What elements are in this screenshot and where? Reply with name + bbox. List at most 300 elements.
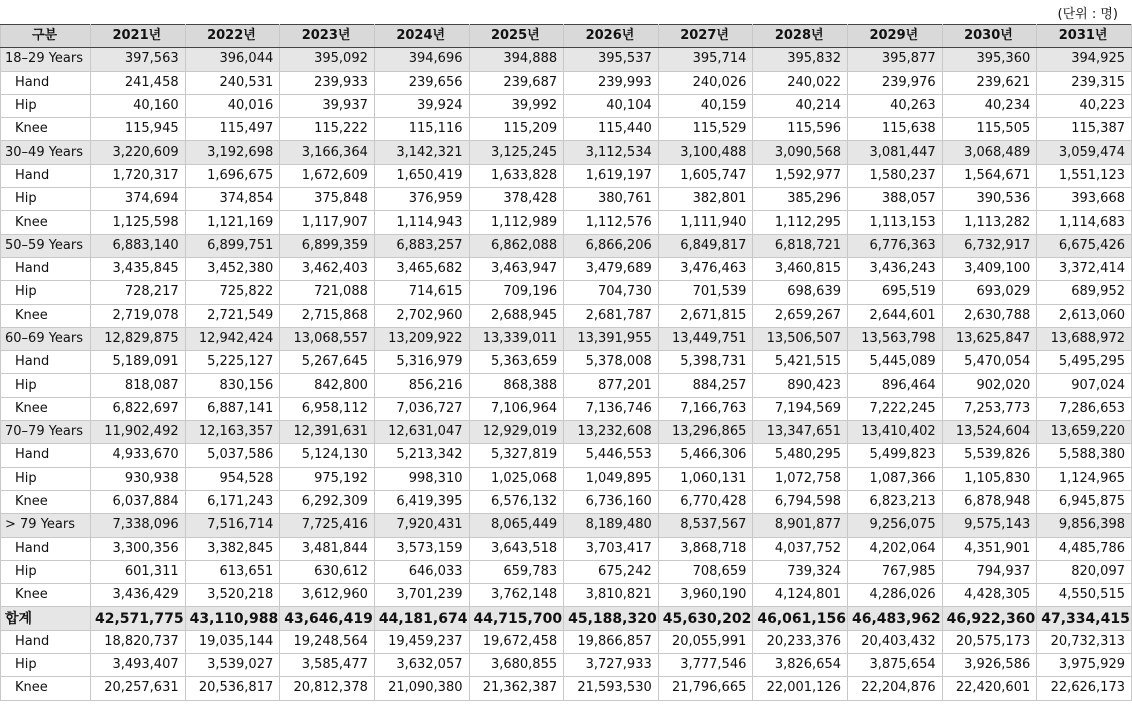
cell-value: 115,945 [91, 118, 186, 141]
cell-value: 2,702,960 [374, 304, 469, 327]
cell-value: 1,072,758 [753, 467, 848, 490]
cell-value: 40,263 [848, 94, 943, 117]
row-label: Hand [1, 71, 91, 94]
cell-value: 1,113,282 [942, 211, 1037, 234]
row-label: Hand [1, 444, 91, 467]
cell-value: 44,715,700 [469, 607, 564, 630]
cell-value: 40,234 [942, 94, 1037, 117]
cell-value: 7,253,773 [942, 397, 1037, 420]
cell-value: 8,065,449 [469, 514, 564, 537]
projection-table [0, 24, 1132, 701]
cell-value: 1,696,675 [185, 164, 280, 187]
cell-value: 374,854 [185, 188, 280, 211]
cell-value: 6,576,132 [469, 490, 564, 513]
cell-value: 1,049,895 [564, 467, 659, 490]
cell-value: 5,327,819 [469, 444, 564, 467]
row-label: Hip [1, 374, 91, 397]
cell-value: 5,588,380 [1037, 444, 1132, 467]
cell-value: 1,113,153 [848, 211, 943, 234]
cell-value: 1,672,609 [280, 164, 375, 187]
cell-value: 241,458 [91, 71, 186, 94]
cell-value: 5,499,823 [848, 444, 943, 467]
table-body [1, 48, 1132, 700]
cell-value: 1,551,123 [1037, 164, 1132, 187]
cell-value: 1,121,169 [185, 211, 280, 234]
cell-value: 115,440 [564, 118, 659, 141]
cell-value: 395,092 [280, 48, 375, 71]
row-label: Knee [1, 118, 91, 141]
cell-value: 5,421,515 [753, 351, 848, 374]
table-row [1, 188, 1132, 211]
row-label: Hip [1, 560, 91, 583]
cell-value: 388,057 [848, 188, 943, 211]
cell-value: 5,225,127 [185, 351, 280, 374]
cell-value: 19,035,144 [185, 630, 280, 653]
cell-value: 1,580,237 [848, 164, 943, 187]
cell-value: 1,112,295 [753, 211, 848, 234]
cell-value: 6,037,884 [91, 490, 186, 513]
cell-value: 3,826,654 [753, 654, 848, 677]
cell-value: 7,725,416 [280, 514, 375, 537]
cell-value: 3,081,447 [848, 141, 943, 164]
cell-value: 6,883,257 [374, 234, 469, 257]
table-row [1, 351, 1132, 374]
cell-value: 4,124,801 [753, 584, 848, 607]
cell-value: 2,719,078 [91, 304, 186, 327]
table-row [1, 118, 1132, 141]
cell-value: 1,114,943 [374, 211, 469, 234]
cell-value: 6,171,243 [185, 490, 280, 513]
cell-value: 13,659,220 [1037, 421, 1132, 444]
row-label: Knee [1, 397, 91, 420]
cell-value: 896,464 [848, 374, 943, 397]
cell-value: 1,111,940 [658, 211, 753, 234]
cell-value: 3,436,243 [848, 257, 943, 280]
cell-value: 5,539,826 [942, 444, 1037, 467]
table-row [1, 164, 1132, 187]
cell-value: 820,097 [1037, 560, 1132, 583]
cell-value: 19,459,237 [374, 630, 469, 653]
cell-value: 6,419,395 [374, 490, 469, 513]
cell-value: 767,985 [848, 560, 943, 583]
cell-value: 9,575,143 [942, 514, 1037, 537]
table-row [1, 304, 1132, 327]
cell-value: 3,068,489 [942, 141, 1037, 164]
cell-value: 46,483,962 [848, 607, 943, 630]
row-label: 70–79 Years [1, 421, 91, 444]
cell-value: 12,942,424 [185, 327, 280, 350]
cell-value: 4,428,305 [942, 584, 1037, 607]
cell-value: 698,639 [753, 281, 848, 304]
cell-value: 5,480,295 [753, 444, 848, 467]
table-row [1, 584, 1132, 607]
cell-value: 382,801 [658, 188, 753, 211]
cell-value: 380,761 [564, 188, 659, 211]
cell-value: 1,564,671 [942, 164, 1037, 187]
cell-value: 3,460,815 [753, 257, 848, 280]
cell-value: 1,112,576 [564, 211, 659, 234]
cell-value: 13,410,402 [848, 421, 943, 444]
group-row [1, 421, 1132, 444]
header-year: 2025년 [469, 25, 564, 48]
cell-value: 9,856,398 [1037, 514, 1132, 537]
row-label: Knee [1, 490, 91, 513]
row-label: Hip [1, 467, 91, 490]
cell-value: 6,736,160 [564, 490, 659, 513]
row-label: Hand [1, 257, 91, 280]
cell-value: 1,105,830 [942, 467, 1037, 490]
cell-value: 6,849,817 [658, 234, 753, 257]
cell-value: 13,232,608 [564, 421, 659, 444]
cell-value: 18,820,737 [91, 630, 186, 653]
cell-value: 701,539 [658, 281, 753, 304]
cell-value: 3,059,474 [1037, 141, 1132, 164]
cell-value: 1,124,965 [1037, 467, 1132, 490]
cell-value: 721,088 [280, 281, 375, 304]
cell-value: 2,644,601 [848, 304, 943, 327]
cell-value: 3,220,609 [91, 141, 186, 164]
row-label: 30–49 Years [1, 141, 91, 164]
cell-value: 115,116 [374, 118, 469, 141]
cell-value: 2,659,267 [753, 304, 848, 327]
header-year: 2024년 [374, 25, 469, 48]
cell-value: 21,593,530 [564, 677, 659, 700]
cell-value: 6,899,751 [185, 234, 280, 257]
table-row [1, 490, 1132, 513]
cell-value: 2,613,060 [1037, 304, 1132, 327]
cell-value: 240,531 [185, 71, 280, 94]
cell-value: 709,196 [469, 281, 564, 304]
cell-value: 930,938 [91, 467, 186, 490]
cell-value: 4,286,026 [848, 584, 943, 607]
cell-value: 5,446,553 [564, 444, 659, 467]
cell-value: 3,409,100 [942, 257, 1037, 280]
cell-value: 3,493,407 [91, 654, 186, 677]
cell-value: 394,925 [1037, 48, 1132, 71]
cell-value: 6,883,140 [91, 234, 186, 257]
row-label: 50–59 Years [1, 234, 91, 257]
header-year: 2022년 [185, 25, 280, 48]
cell-value: 3,100,488 [658, 141, 753, 164]
cell-value: 3,680,855 [469, 654, 564, 677]
cell-value: 7,194,569 [753, 397, 848, 420]
cell-value: 7,920,431 [374, 514, 469, 537]
cell-value: 3,777,546 [658, 654, 753, 677]
cell-value: 7,222,245 [848, 397, 943, 420]
cell-value: 19,866,857 [564, 630, 659, 653]
cell-value: 19,672,458 [469, 630, 564, 653]
row-label: 60–69 Years [1, 327, 91, 350]
cell-value: 613,651 [185, 560, 280, 583]
table-row [1, 257, 1132, 280]
header-year: 2026년 [564, 25, 659, 48]
cell-value: 115,529 [658, 118, 753, 141]
header-year: 2031년 [1037, 25, 1132, 48]
cell-value: 239,621 [942, 71, 1037, 94]
cell-value: 5,495,295 [1037, 351, 1132, 374]
cell-value: 3,142,321 [374, 141, 469, 164]
cell-value: 46,061,156 [753, 607, 848, 630]
cell-value: 20,257,631 [91, 677, 186, 700]
cell-value: 704,730 [564, 281, 659, 304]
table-row [1, 630, 1132, 653]
cell-value: 12,929,019 [469, 421, 564, 444]
cell-value: 385,296 [753, 188, 848, 211]
cell-value: 39,924 [374, 94, 469, 117]
cell-value: 11,902,492 [91, 421, 186, 444]
cell-value: 115,596 [753, 118, 848, 141]
cell-value: 115,497 [185, 118, 280, 141]
cell-value: 5,189,091 [91, 351, 186, 374]
cell-value: 376,959 [374, 188, 469, 211]
cell-value: 3,372,414 [1037, 257, 1132, 280]
cell-value: 13,688,972 [1037, 327, 1132, 350]
cell-value: 6,958,112 [280, 397, 375, 420]
total-row [1, 607, 1132, 630]
cell-value: 21,362,387 [469, 677, 564, 700]
cell-value: 708,659 [658, 560, 753, 583]
cell-value: 5,363,659 [469, 351, 564, 374]
cell-value: 7,286,653 [1037, 397, 1132, 420]
table-row [1, 444, 1132, 467]
cell-value: 630,612 [280, 560, 375, 583]
cell-value: 2,721,549 [185, 304, 280, 327]
cell-value: 1,114,683 [1037, 211, 1132, 234]
cell-value: 13,506,507 [753, 327, 848, 350]
cell-value: 115,638 [848, 118, 943, 141]
cell-value: 378,428 [469, 188, 564, 211]
cell-value: 12,829,875 [91, 327, 186, 350]
cell-value: 3,462,403 [280, 257, 375, 280]
cell-value: 21,796,665 [658, 677, 753, 700]
cell-value: 695,519 [848, 281, 943, 304]
cell-value: 47,334,415 [1037, 607, 1132, 630]
cell-value: 2,681,787 [564, 304, 659, 327]
cell-value: 1,112,989 [469, 211, 564, 234]
cell-value: 3,090,568 [753, 141, 848, 164]
cell-value: 22,001,126 [753, 677, 848, 700]
cell-value: 818,087 [91, 374, 186, 397]
table-row [1, 71, 1132, 94]
cell-value: 6,292,309 [280, 490, 375, 513]
cell-value: 115,505 [942, 118, 1037, 141]
cell-value: 1,633,828 [469, 164, 564, 187]
cell-value: 6,945,875 [1037, 490, 1132, 513]
cell-value: 6,732,917 [942, 234, 1037, 257]
cell-value: 397,563 [91, 48, 186, 71]
cell-value: 3,463,947 [469, 257, 564, 280]
cell-value: 6,776,363 [848, 234, 943, 257]
cell-value: 3,166,364 [280, 141, 375, 164]
cell-value: 3,435,845 [91, 257, 186, 280]
cell-value: 13,449,751 [658, 327, 753, 350]
cell-value: 877,201 [564, 374, 659, 397]
cell-value: 3,573,159 [374, 537, 469, 560]
cell-value: 998,310 [374, 467, 469, 490]
row-label: Hand [1, 537, 91, 560]
cell-value: 1,025,068 [469, 467, 564, 490]
cell-value: 6,822,697 [91, 397, 186, 420]
cell-value: 1,720,317 [91, 164, 186, 187]
cell-value: 396,044 [185, 48, 280, 71]
row-label: Knee [1, 677, 91, 700]
cell-value: 4,351,901 [942, 537, 1037, 560]
cell-value: 3,875,654 [848, 654, 943, 677]
cell-value: 13,563,798 [848, 327, 943, 350]
cell-value: 6,878,948 [942, 490, 1037, 513]
cell-value: 856,216 [374, 374, 469, 397]
group-row [1, 514, 1132, 537]
cell-value: 907,024 [1037, 374, 1132, 397]
table-header-row [1, 25, 1132, 48]
cell-value: 13,347,651 [753, 421, 848, 444]
table-row [1, 560, 1132, 583]
cell-value: 902,020 [942, 374, 1037, 397]
group-row [1, 234, 1132, 257]
cell-value: 13,068,557 [280, 327, 375, 350]
cell-value: 19,248,564 [280, 630, 375, 653]
cell-value: 7,106,964 [469, 397, 564, 420]
group-row [1, 141, 1132, 164]
cell-value: 3,585,477 [280, 654, 375, 677]
cell-value: 374,694 [91, 188, 186, 211]
cell-value: 20,575,173 [942, 630, 1037, 653]
cell-value: 830,156 [185, 374, 280, 397]
cell-value: 4,037,752 [753, 537, 848, 560]
cell-value: 3,727,933 [564, 654, 659, 677]
cell-value: 239,315 [1037, 71, 1132, 94]
cell-value: 3,479,689 [564, 257, 659, 280]
cell-value: 395,877 [848, 48, 943, 71]
cell-value: 739,324 [753, 560, 848, 583]
cell-value: 394,696 [374, 48, 469, 71]
cell-value: 868,388 [469, 374, 564, 397]
cell-value: 239,993 [564, 71, 659, 94]
cell-value: 6,887,141 [185, 397, 280, 420]
table-row [1, 537, 1132, 560]
cell-value: 646,033 [374, 560, 469, 583]
header-year: 2029년 [848, 25, 943, 48]
cell-value: 954,528 [185, 467, 280, 490]
row-label: Hand [1, 630, 91, 653]
header-year: 2028년 [753, 25, 848, 48]
cell-value: 239,656 [374, 71, 469, 94]
cell-value: 395,360 [942, 48, 1037, 71]
cell-value: 40,016 [185, 94, 280, 117]
cell-value: 3,476,463 [658, 257, 753, 280]
cell-value: 6,823,213 [848, 490, 943, 513]
cell-value: 20,812,378 [280, 677, 375, 700]
row-label: Knee [1, 584, 91, 607]
row-label: Hand [1, 164, 91, 187]
cell-value: 5,378,008 [564, 351, 659, 374]
row-label: Hip [1, 94, 91, 117]
cell-value: 7,036,727 [374, 397, 469, 420]
cell-value: 13,524,604 [942, 421, 1037, 444]
cell-value: 3,643,518 [469, 537, 564, 560]
cell-value: 22,420,601 [942, 677, 1037, 700]
cell-value: 4,485,786 [1037, 537, 1132, 560]
row-label: Hand [1, 351, 91, 374]
cell-value: 12,631,047 [374, 421, 469, 444]
cell-value: 39,992 [469, 94, 564, 117]
table-row [1, 211, 1132, 234]
cell-value: 4,550,515 [1037, 584, 1132, 607]
cell-value: 3,703,417 [564, 537, 659, 560]
cell-value: 240,026 [658, 71, 753, 94]
cell-value: 20,403,432 [848, 630, 943, 653]
cell-value: 975,192 [280, 467, 375, 490]
cell-value: 689,952 [1037, 281, 1132, 304]
cell-value: 40,214 [753, 94, 848, 117]
cell-value: 3,125,245 [469, 141, 564, 164]
cell-value: 13,391,955 [564, 327, 659, 350]
table-row [1, 374, 1132, 397]
cell-value: 5,213,342 [374, 444, 469, 467]
cell-value: 43,110,988 [185, 607, 280, 630]
cell-value: 239,976 [848, 71, 943, 94]
cell-value: 115,209 [469, 118, 564, 141]
cell-value: 239,933 [280, 71, 375, 94]
cell-value: 7,516,714 [185, 514, 280, 537]
cell-value: 12,163,357 [185, 421, 280, 444]
cell-value: 5,037,586 [185, 444, 280, 467]
cell-value: 2,715,868 [280, 304, 375, 327]
cell-value: 3,539,027 [185, 654, 280, 677]
cell-value: 6,866,206 [564, 234, 659, 257]
cell-value: 6,675,426 [1037, 234, 1132, 257]
cell-value: 393,668 [1037, 188, 1132, 211]
row-label: Hip [1, 281, 91, 304]
cell-value: 7,338,096 [91, 514, 186, 537]
cell-value: 5,445,089 [848, 351, 943, 374]
table-row [1, 397, 1132, 420]
cell-value: 2,630,788 [942, 304, 1037, 327]
header-year: 2023년 [280, 25, 375, 48]
cell-value: 890,423 [753, 374, 848, 397]
row-label: Hip [1, 654, 91, 677]
row-label: 합계 [1, 607, 91, 630]
cell-value: 725,822 [185, 281, 280, 304]
table-row [1, 677, 1132, 700]
header-category: 구분 [1, 25, 91, 48]
cell-value: 1,605,747 [658, 164, 753, 187]
unit-note: (단위 : 명) [1057, 7, 1118, 22]
cell-value: 3,926,586 [942, 654, 1037, 677]
group-row [1, 327, 1132, 350]
cell-value: 42,571,775 [91, 607, 186, 630]
cell-value: 3,436,429 [91, 584, 186, 607]
cell-value: 659,783 [469, 560, 564, 583]
group-row [1, 48, 1132, 71]
cell-value: 7,166,763 [658, 397, 753, 420]
cell-value: 20,055,991 [658, 630, 753, 653]
cell-value: 115,387 [1037, 118, 1132, 141]
cell-value: 40,104 [564, 94, 659, 117]
cell-value: 5,470,054 [942, 351, 1037, 374]
cell-value: 3,452,380 [185, 257, 280, 280]
cell-value: 240,022 [753, 71, 848, 94]
cell-value: 3,762,148 [469, 584, 564, 607]
cell-value: 2,671,815 [658, 304, 753, 327]
table-row [1, 94, 1132, 117]
cell-value: 693,029 [942, 281, 1037, 304]
cell-value: 1,125,598 [91, 211, 186, 234]
cell-value: 714,615 [374, 281, 469, 304]
cell-value: 1,117,907 [280, 211, 375, 234]
cell-value: 43,646,419 [280, 607, 375, 630]
cell-value: 7,136,746 [564, 397, 659, 420]
